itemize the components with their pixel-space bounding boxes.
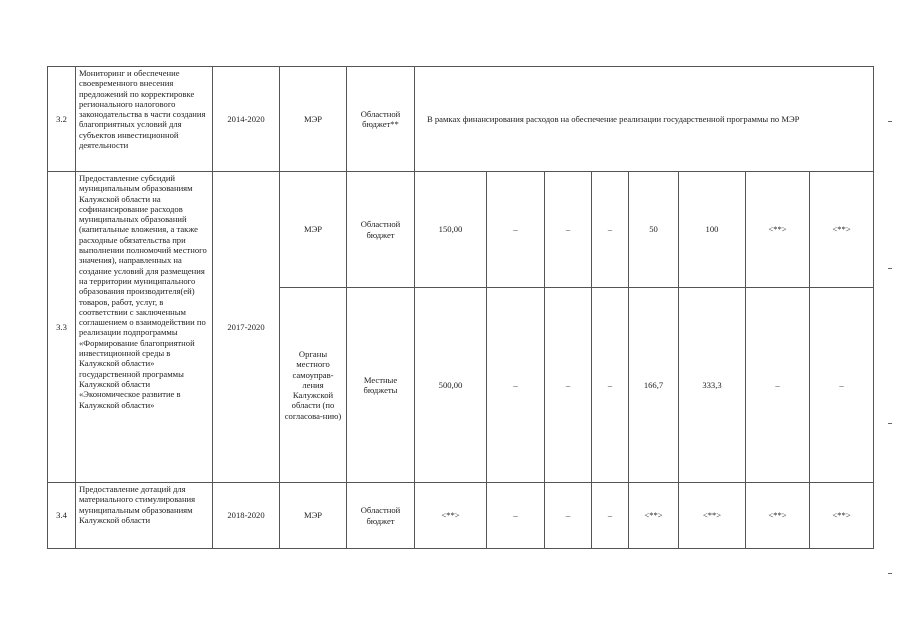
value-cell: –: [545, 172, 592, 288]
value-cell: 166,7: [629, 288, 679, 483]
implementation-period: 2014-2020: [213, 67, 280, 172]
funding-source: Областной бюджет: [347, 483, 415, 549]
measure-description: Предоставление дотаций для материального стимулирования муниципальным образованиям Калужской области: [76, 483, 213, 549]
value-cell: <**>: [746, 483, 810, 549]
value-cell: –: [746, 288, 810, 483]
margin-tick-mark: [888, 573, 892, 574]
margin-tick-mark: [888, 268, 892, 269]
value-total: 500,00: [415, 288, 487, 483]
value-cell: <**>: [810, 172, 874, 288]
value-cell: –: [592, 483, 629, 549]
funding-source: Местные бюджеты: [347, 288, 415, 483]
value-cell: –: [592, 288, 629, 483]
table-row: [48, 172, 874, 288]
value-cell: –: [545, 288, 592, 483]
executor: МЭР: [280, 67, 347, 172]
executor: Органы местного самоуправ-ления Калужской области (по согласова-нию): [280, 288, 347, 483]
value-cell: –: [810, 288, 874, 483]
value-cell: –: [487, 483, 545, 549]
row-number: 3.4: [48, 483, 76, 549]
value-total: <**>: [415, 483, 487, 549]
value-cell: –: [487, 288, 545, 483]
measure-description: Мониторинг и обеспечение своевременного внесения предложений по корректировке регионального налогового законодательства в части создания благоприятных условий для субъектов инвестиционной деятельности: [76, 67, 213, 172]
funding-source: Областной бюджет**: [347, 67, 415, 172]
implementation-period: 2018-2020: [213, 483, 280, 549]
value-cell: <**>: [746, 172, 810, 288]
value-cell: <**>: [810, 483, 874, 549]
row-number: 3.3: [48, 172, 76, 483]
table-row: [48, 67, 874, 172]
value-cell: –: [592, 172, 629, 288]
executor: МЭР: [280, 172, 347, 288]
implementation-period: 2017-2020: [213, 172, 280, 483]
value-cell: –: [545, 483, 592, 549]
executor: МЭР: [280, 483, 347, 549]
table-row: [48, 483, 874, 549]
funding-source: Областной бюджет: [347, 172, 415, 288]
margin-tick-mark: [888, 121, 892, 122]
value-cell: <**>: [629, 483, 679, 549]
measure-description: Предоставление субсидий муниципальным образованиям Калужской области на софинансирование расходов муниципальных образований (капитальные вложения, а также расходные обязательства при выполнении полномочий местного значения), направленных на создание условий для размещения на территории муниципального образования производителя(ей) товаров, работ, услуг, в соответствии с заключенным соглашением о взаимодействии по реализации подпрограммы «Формирование благоприятной инвестиционной среды в Калужской области» государственной программы Калужской области «Экономическое развитие в Калужской области»: [76, 172, 213, 483]
value-cell: –: [487, 172, 545, 288]
value-cell: 100: [679, 172, 746, 288]
value-cell: 333,3: [679, 288, 746, 483]
value-cell: <**>: [679, 483, 746, 549]
program-table: [47, 66, 874, 549]
funding-note: В рамках финансирования расходов на обеспечение реализации государственной программы по МЭР: [415, 67, 874, 172]
row-number: 3.2: [48, 67, 76, 172]
value-total: 150,00: [415, 172, 487, 288]
margin-tick-mark: [888, 423, 892, 424]
value-cell: 50: [629, 172, 679, 288]
